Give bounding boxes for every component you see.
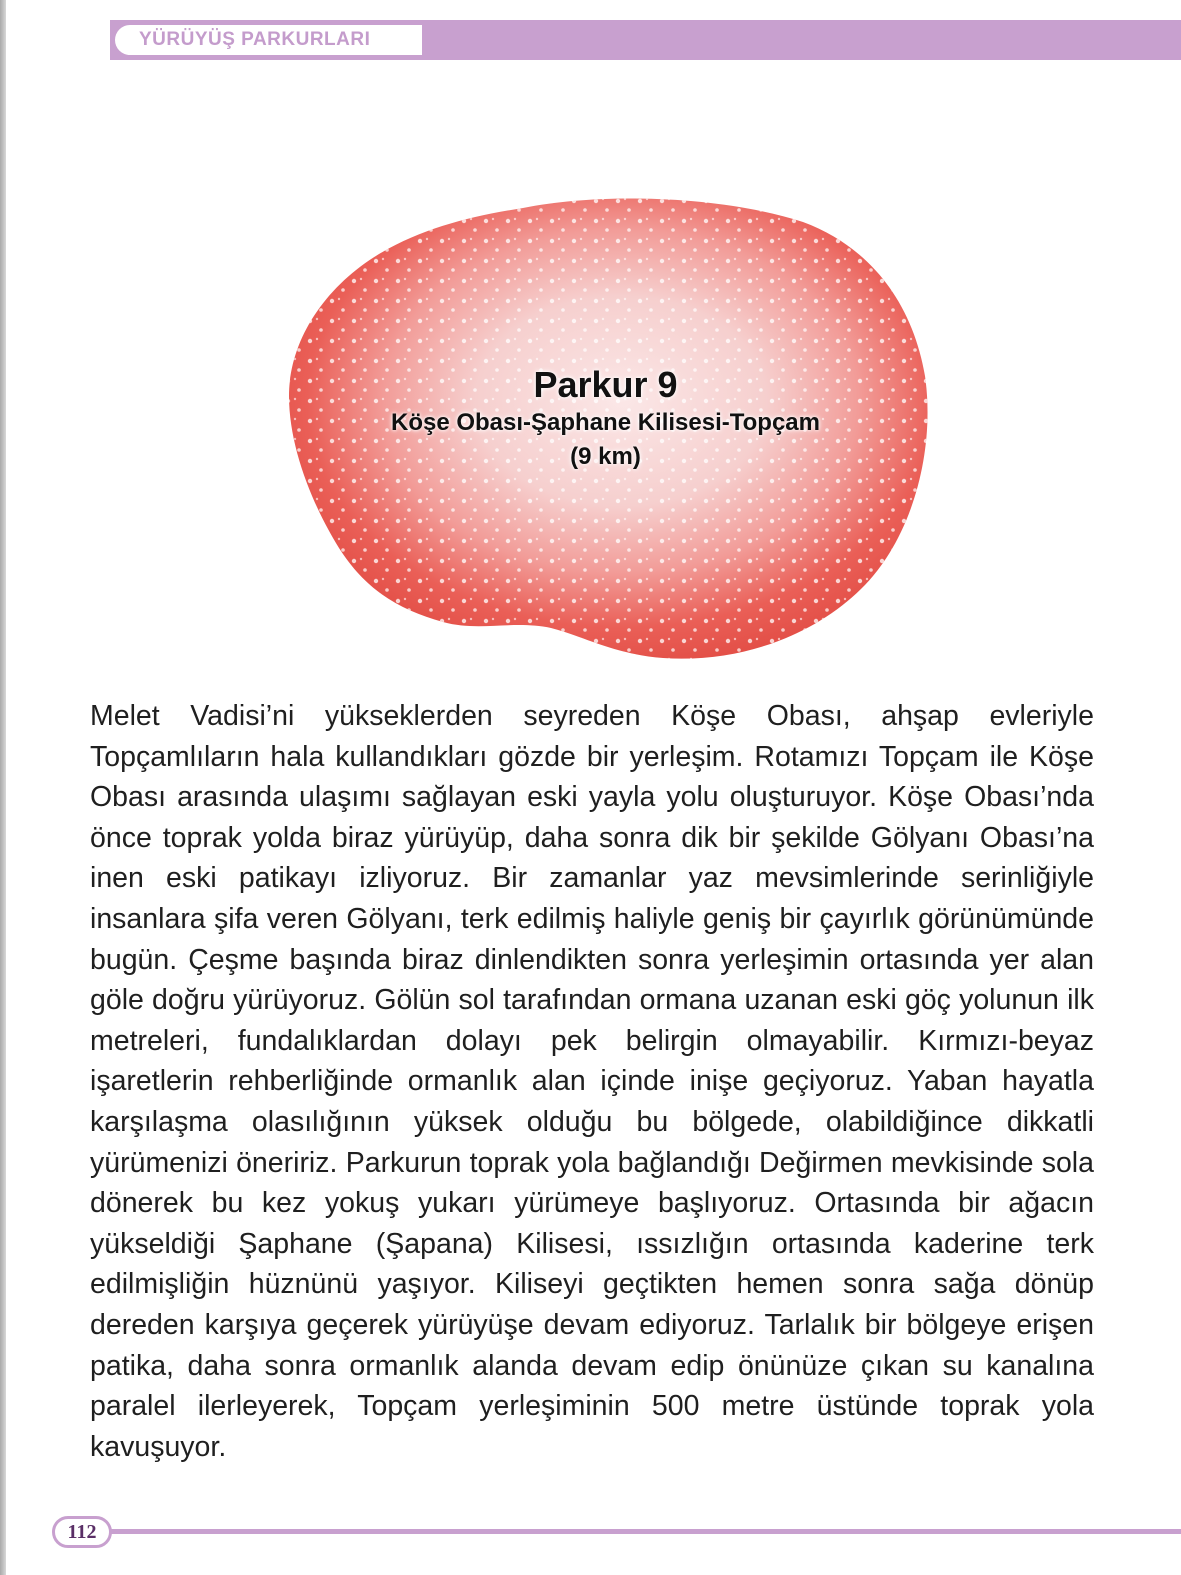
route-distance: (9 km) (570, 443, 641, 470)
route-heading (283, 364, 928, 474)
footer-rule (108, 1529, 1181, 1534)
section-title: YÜRÜYÜŞ PARKURLARI (139, 29, 371, 50)
page-number: 112 (52, 1516, 112, 1548)
section-header-tab (112, 22, 422, 58)
route-description: Melet Vadisi’ni yükseklerden seyreden Köşe Obası, ahşap evleriyle Topçamlıların hala kullandıkları gözde bir yerleşim. Rotamızı Topçam ile Köşe Obası arasında ulaşımı sağlayan eski yayla yolu oluşturuyor. Köşe Obası’nda önce toprak yolda biraz yürüyüp, daha sonra dik bir şekilde Gölyanı Obası’na inen eski patikayı izliyoruz. Bir zamanlar yaz mevsimlerinde serinliğiyle insanlara şifa veren Gölyanı, terk edilmiş haliyle geniş bir çayırlık görünümünde bugün. Çeşme başında biraz dinlendikten sonra yerleşimin ortasında yer alan göle doğru yürüyoruz. Gölün sol tarafından ormana uzanan eski göç yolunun ilk metreleri, fundalıklardan dolayı pek belirgin olmayabilir. Kırmızı-beyaz işaretlerin rehberliğinde ormanlık alan içinde inişe geçiyoruz. Yaban hayatla karşılaşma olasılığının yüksek olduğu bu bölgede, olabildiğince dikkatli yürümenizi öneririz. Parkurun toprak yola bağlandığı Değirmen mevkisinde sola dönerek bu kez yokuş yukarı yürümeye başlıyoruz. Ortasında bir ağacın yükseldiği Şaphane (Şapana) Kilisesi, ıssızlığın ortasında kaderine terk edilmişliğin hüznünü yaşıyor. Kiliseyi geçtikten hemen sonra sağa dönüp dereden karşıya geçerek yürüyüşe devam ediyoruz. Tarlalık bir bölgeye erişen patika, daha sonra ormanlık alanda devam edip önünüze çıkan su kanalına paralel ilerleyerek, Topçam yerleşiminin 500 metre üstünde toprak yola kavuşuyor. (90, 700, 1094, 1463)
route-illustration (283, 196, 928, 666)
route-name: Köşe Obası-Şaphane Kilisesi-Topçam (390, 409, 820, 436)
route-title: Parkur 9 (533, 364, 678, 405)
page-edge-rule (0, 0, 6, 1575)
